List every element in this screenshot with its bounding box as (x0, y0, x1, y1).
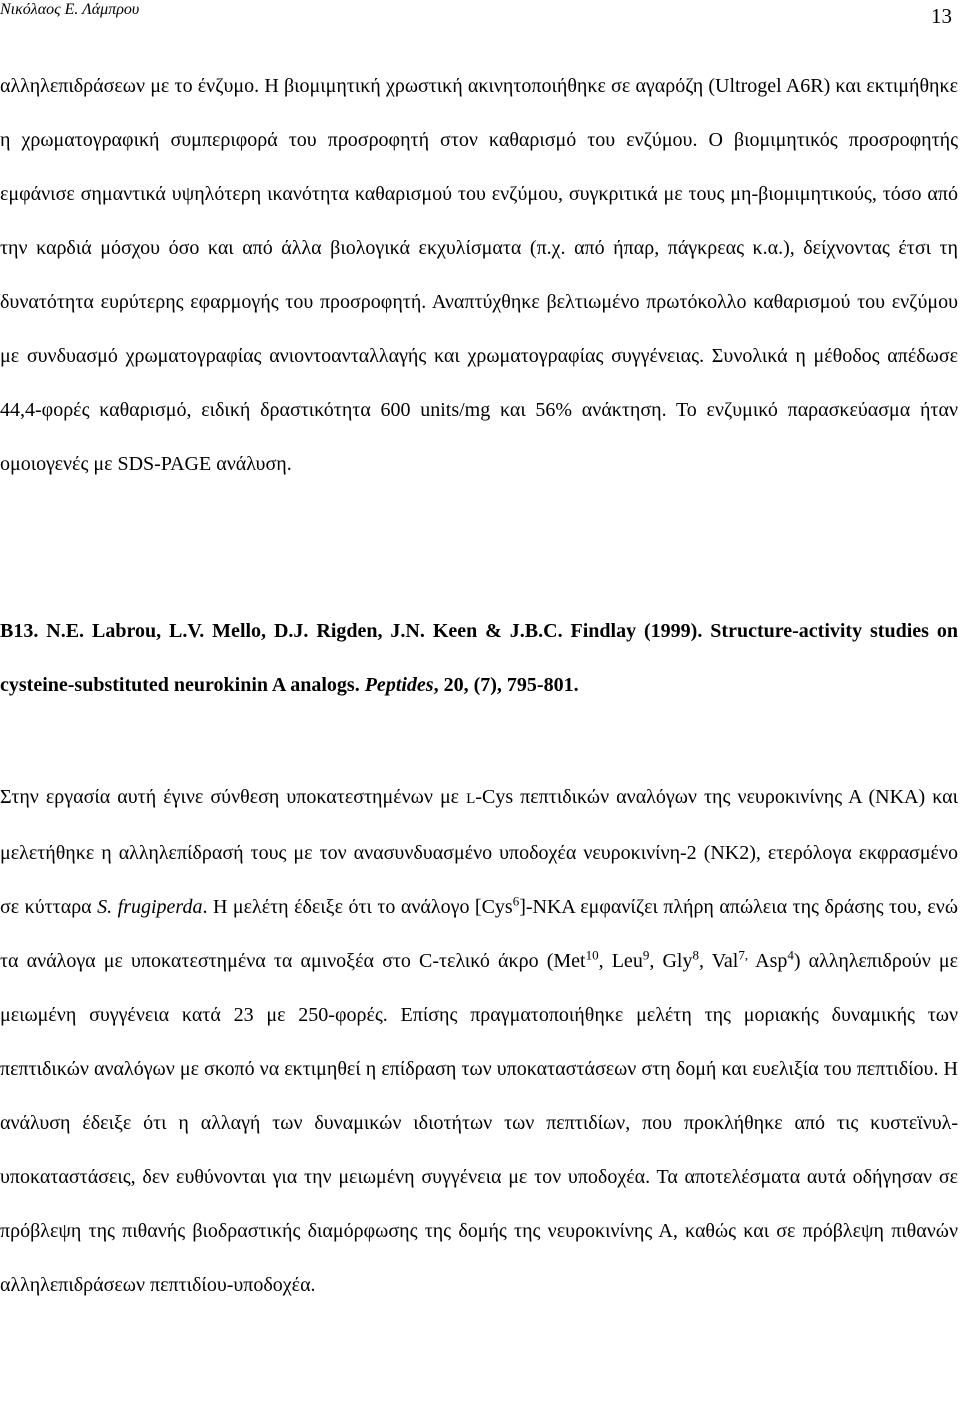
text-run: Στην εργασία αυτή έγινε σύνθεση υποκατεστημένων με (0, 786, 467, 808)
abstract-paragraph-continued: αλληλεπιδράσεων με το ένζυμο. Η βιομιμητική χρωστική ακινητοποιήθηκε σε αγαρόζη (Ultrogel A6R) και εκτιμήθηκε η χρωματογραφική συμπεριφορά του προσροφητή στον καθαρισμό του ενζύμου. Ο βιομιμητικός προσροφητής εμφάνισε σημαντικά υψηλότερη ικανότητα καθαρισμού του ενζύμου, συγκριτικά με τους μη-βιομιμητικούς, τόσο από την καρδιά μόσχου όσο και από άλλα βιολογικά εκχυλίσματα (π.χ. από ήπαρ, πάγκρεας κ.α.), δείχνοντας έτσι τη δυνατότητα ευρύτερης εφαρμογής του προσροφητή. Αναπτύχθηκε βελτιωμένο πρωτόκολλο καθαρισμού του ενζύμου με συνδυασμό χρωματογραφίας ανιοντοανταλλαγής και χρωματογραφίας συγγένειας. Συνολικά η μέθοδος απέδωσε 44,4-φορές καθαρισμό, ειδική δραστικότητα 600 units/mg και 56% ανάκτηση. Το ενζυμικό παρασκεύασμα ήταν ομοιογενές με SDS-PAGE ανάλυση. (0, 75, 958, 475)
superscript: 7, (738, 947, 749, 963)
text-run: , Gly (649, 950, 693, 972)
text-run: . Η μελέτη έδειξε ότι το ανάλογο [Cys (202, 896, 513, 918)
reference-main: B13. N.E. Labrou, L.V. Mello, D.J. Rigden, J.N. Keen & J.B.C. Findlay (1999). Structure-activity studies on cysteine-substituted neurokinin A analogs. (0, 620, 958, 696)
reference-details: , 20, (7), 795-801. (433, 674, 579, 696)
superscript: 6 (512, 893, 520, 909)
superscript: 4 (787, 947, 794, 963)
text-run: Asp (748, 950, 788, 972)
text-run: ) αλληλεπιδρούν με μειωμένη συγγένεια κατά 23 με 250-φορές. Επίσης πραγματοποιήθηκε μελέτη της μοριακής δυναμικής των πεπτιδικών αναλόγων με σκοπό να εκτιμηθεί η επίδραση των υποκαταστάσεων στη δομή και ευελιξία του πεπτιδίου. Η ανάλυση έδειξε ότι η αλλαγή των δυναμικών ιδιοτήτων των πεπτιδίων, που προκλήθηκε από τις κυστεϊνυλ-υποκαταστάσεις, δεν ευθύνονται για την μειωμένη συγγένεια με τον υποδοχέα. Τα αποτελέσματα αυτά οδήγησαν σε πρόβλεψη της πιθανής βιοδραστικής διαμόρφωσης της δομής της νευροκινίνης Α, καθώς και σε πρόβλεψη πιθανών αλληλεπιδράσεων πεπτιδίου-υποδοχέα. (0, 950, 958, 1296)
text-run: , Val (698, 950, 739, 972)
species-name: S. frugiperda (97, 896, 203, 918)
l-letter: L (466, 791, 476, 807)
reference-journal: Peptides (364, 674, 434, 696)
reference-citation-b13 (0, 604, 958, 712)
text-run: -Cys πεπτιδικών αναλόγων της νευροκινίνης Α (ΝΚΑ) και μελετήθηκε η αλληλεπίδρασή τους με τον ανασυνδυασμένο υποδοχέα νευροκινίνη-2 (ΝΚ2), ετερόλογα εκφρασμένο σε κύτταρα (0, 786, 958, 918)
superscript: 10 (585, 947, 599, 963)
superscript: 8 (692, 947, 699, 963)
running-header-author: Νικόλαος Ε. Λάμπρου (0, 1, 140, 18)
text-run: ]-NKA εμφανίζει πλήρη απώλεια της δράσης του, ενώ τα ανάλογα με υποκατεστημένα τα αμινοξέα στο C-τελικό άκρο (Met (0, 896, 959, 972)
abstract-paragraph (0, 770, 958, 1312)
page-number: 13 (931, 4, 952, 28)
text-run: , Leu (598, 950, 643, 972)
superscript: 9 (642, 947, 650, 963)
